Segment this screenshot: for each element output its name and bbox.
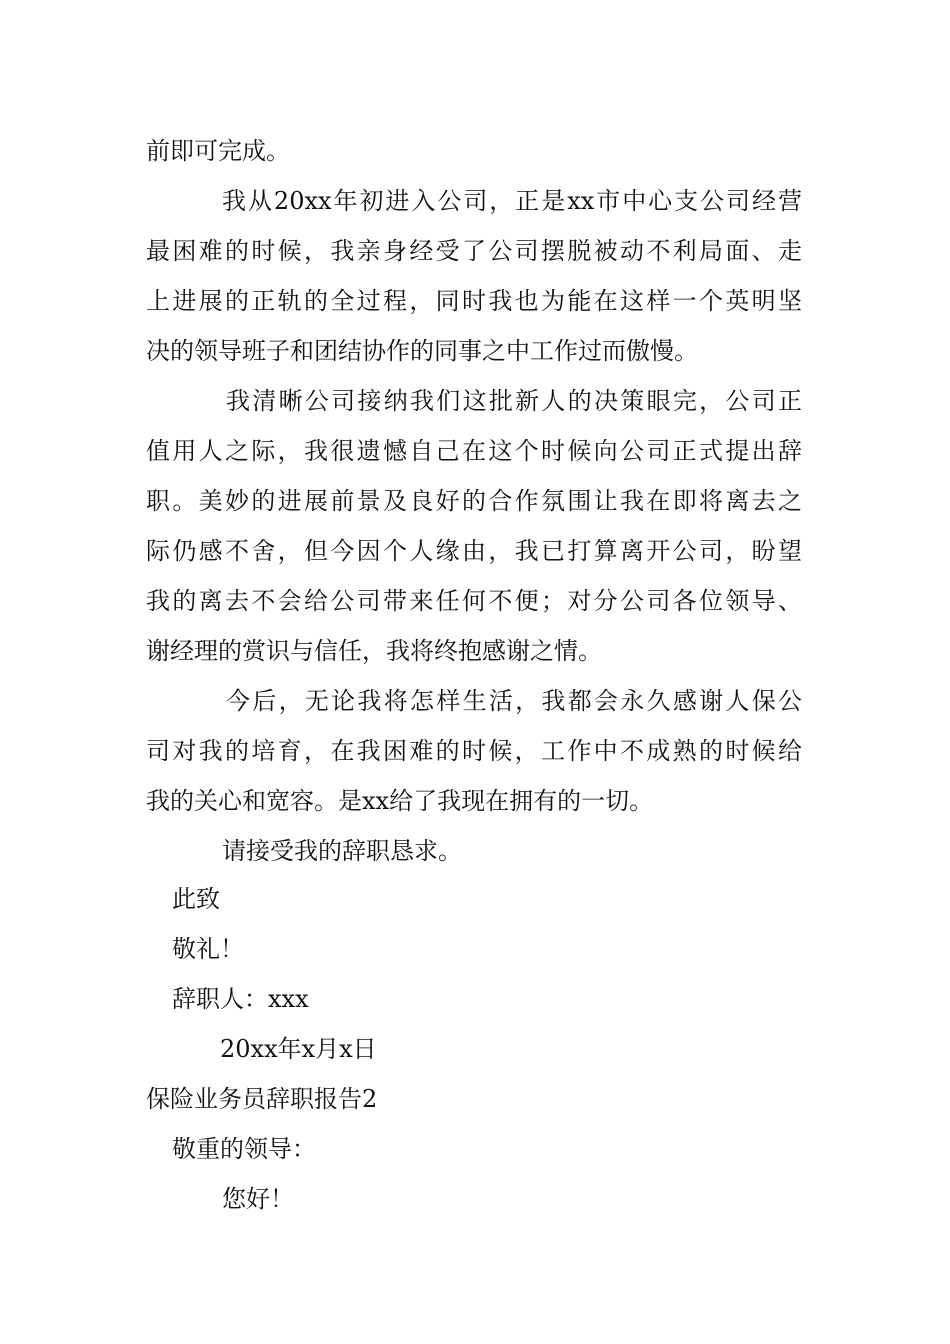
paragraph-line: 决的领导班子和团结协作的同事之中工作过而傲慢。 (146, 337, 698, 365)
text-line: 前即可完成。 (146, 137, 290, 165)
section-title: 保险业务员辞职报告2 (146, 1085, 378, 1113)
greeting-line: 敬重的领导： (172, 1135, 316, 1163)
paragraph-line: 司对我的培育，在我困难的时候，工作中不成熟的时候给 (146, 737, 802, 765)
date-line: 20xx年x月x日 (220, 1035, 377, 1063)
paragraph-line: 上进展的正轨的全过程，同时我也为能在这样一个英明坚 (146, 287, 802, 315)
request-line: 请接受我的辞职恳求。 (222, 837, 462, 865)
paragraph-line: 职。美妙的进展前景及良好的合作氛围让我在即将离去之 (146, 487, 802, 515)
closing-salutation: 此致 (172, 885, 220, 913)
paragraph-line: 最困难的时候，我亲身经受了公司摆脱被动不利局面、走 (146, 237, 802, 265)
paragraph-line: 今后，无论我将怎样生活，我都会永久感谢人保公 (226, 687, 802, 715)
greeting-line: 您好！ (222, 1185, 294, 1213)
paragraph-line: 我的关心和宽容。是xx给了我现在拥有的一切。 (146, 787, 654, 815)
paragraph-line: 我清晰公司接纳我们这批新人的决策眼完，公司正 (226, 387, 802, 415)
paragraph-line: 谢经理的赏识与信任，我将终抱感谢之情。 (146, 637, 602, 665)
closing-regards: 敬礼！ (172, 935, 244, 963)
paragraph-line: 我的离去不会给公司带来任何不便；对分公司各位领导、 (146, 587, 802, 615)
paragraph-line: 际仍感不舍，但今因个人缘由，我已打算离开公司，盼望 (146, 537, 802, 565)
signature-line: 辞职人：xxx (172, 985, 309, 1013)
paragraph-line: 我从20xx年初进入公司，正是xx市中心支公司经营 (222, 187, 802, 215)
paragraph-line: 值用人之际，我很遗憾自己在这个时候向公司正式提出辞 (146, 437, 802, 465)
